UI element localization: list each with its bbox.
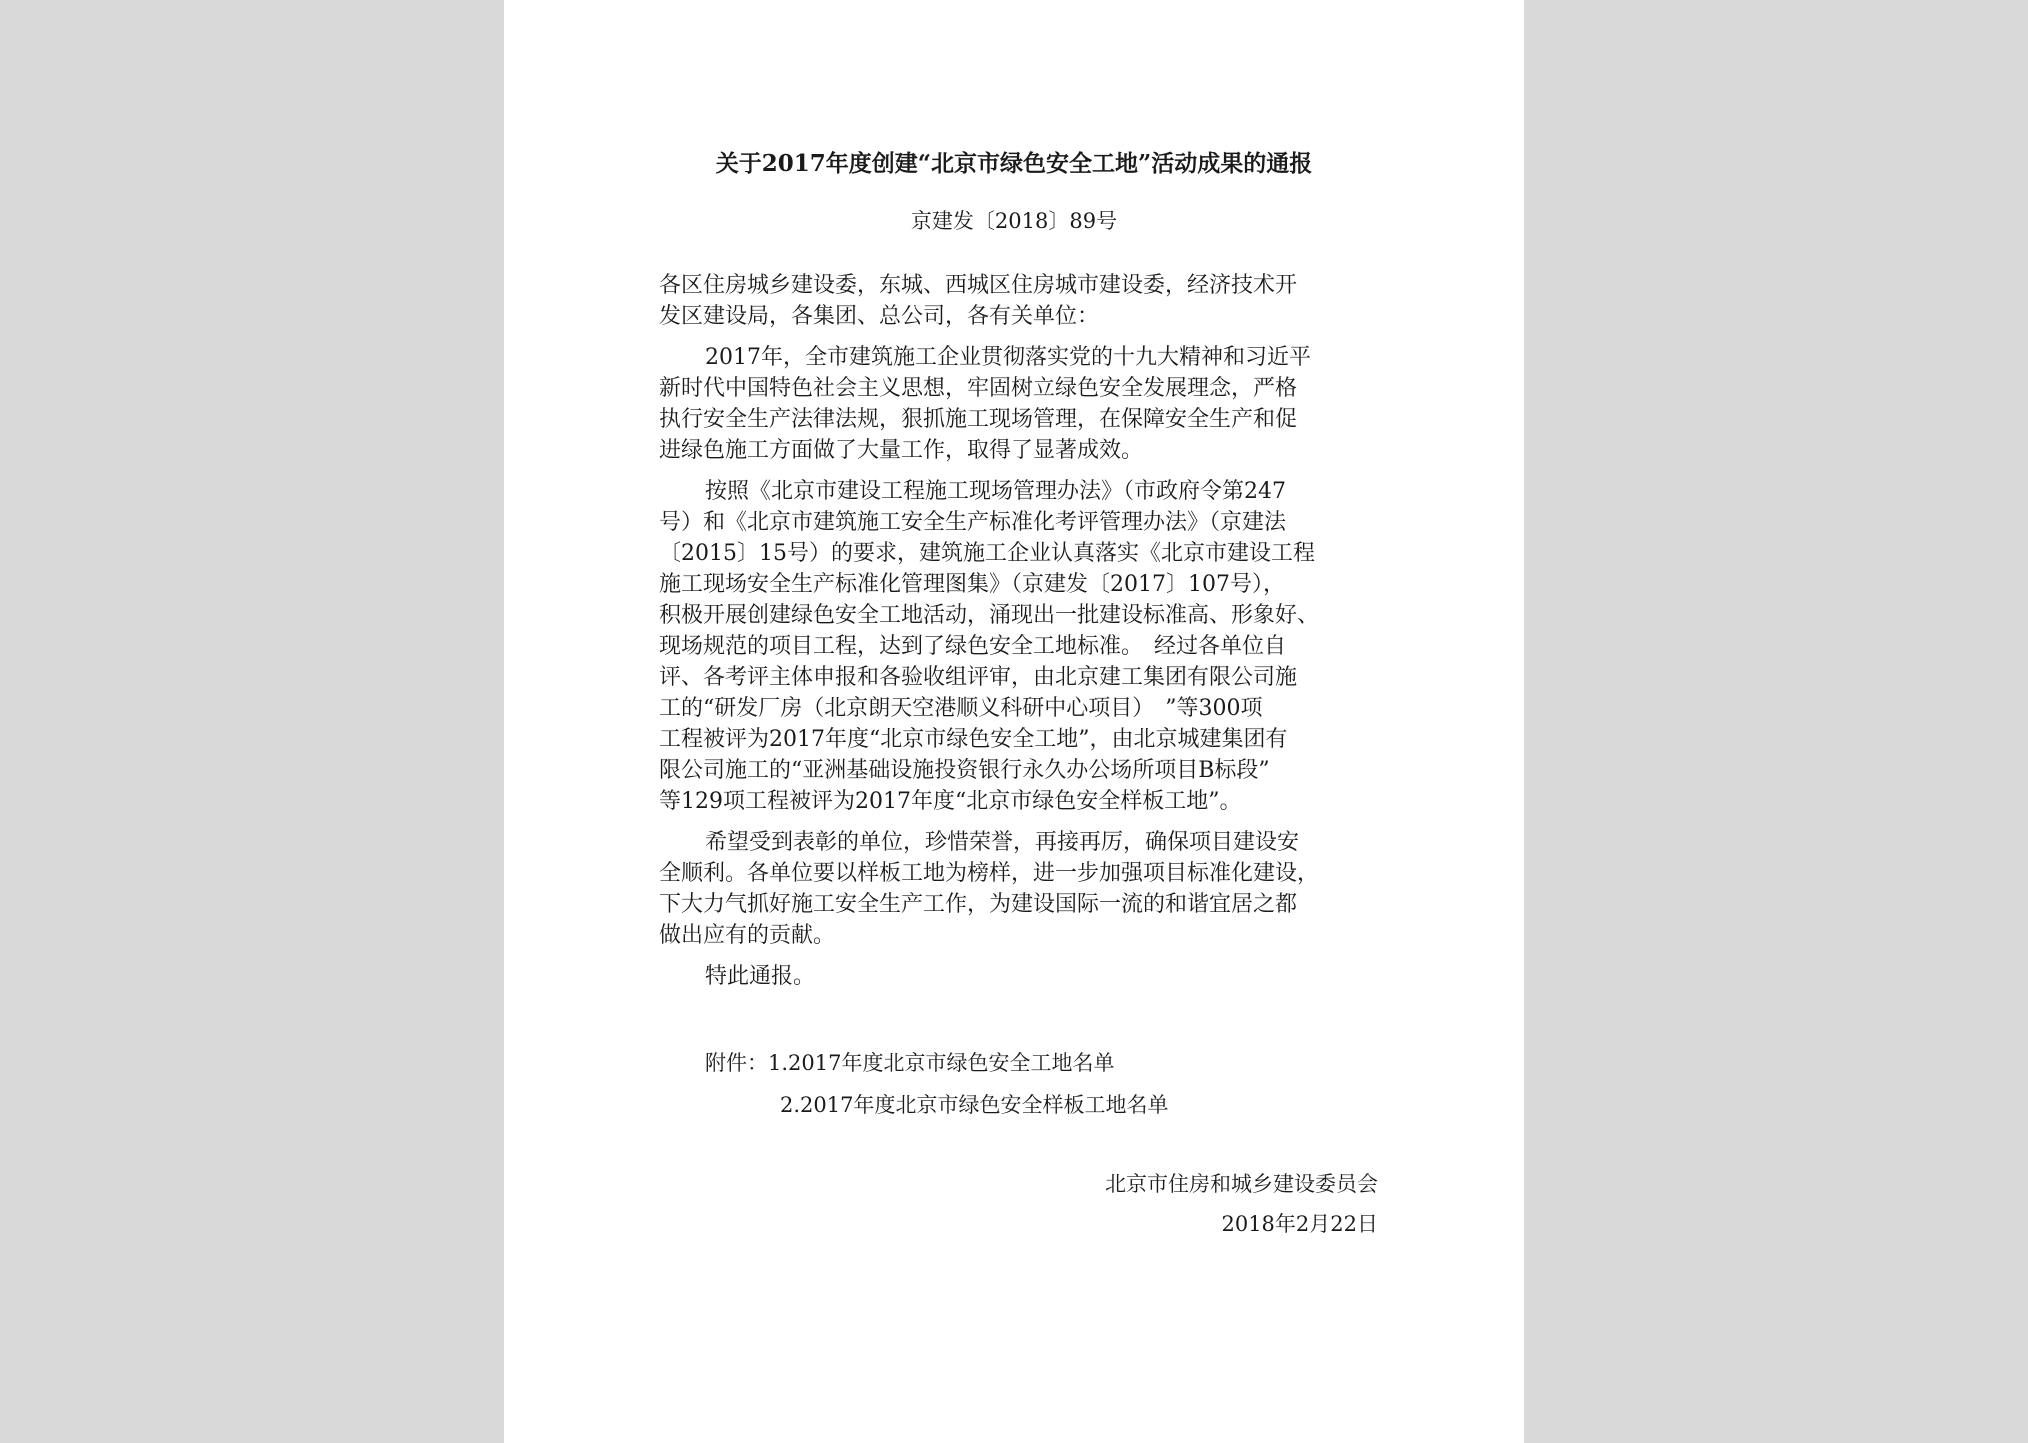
- document-page: [504, 0, 1524, 1443]
- paragraph-line: 工程被评为2017年度“北京市绿色安全工地”，由北京城建集团有: [659, 727, 1288, 752]
- paragraph-line: 新时代中国特色社会主义思想，牢固树立绿色安全发展理念，严格: [659, 376, 1298, 401]
- addressee: [659, 270, 1399, 332]
- document-body: [659, 270, 1399, 992]
- paragraph-line: 工的“研发厂房（北京朗天空港顺义科研中心项目） ”等300项: [659, 696, 1263, 721]
- issuing-organization: 北京市住房和城乡建设委员会: [1105, 1172, 1378, 1196]
- paragraph-line: 进绿色施工方面做了大量工作，取得了显著成效。: [659, 438, 1144, 463]
- paragraph-2: [659, 476, 1399, 817]
- paragraph-1: [659, 342, 1399, 466]
- paragraph-line: 施工现场安全生产标准化管理图集》（京建发〔2017〕107号），: [659, 572, 1285, 597]
- issue-date: 2018年2月22日: [1221, 1212, 1378, 1236]
- addressee-line: 各区住房城乡建设委，东城、西城区住房城市建设委，经济技术开: [659, 273, 1298, 298]
- attachments-label: 附件：: [705, 1051, 768, 1075]
- paragraph-line: 现场规范的项目工程，达到了绿色安全工地标准。 经过各单位自: [659, 634, 1287, 659]
- paragraph-line: 希望受到表彰的单位，珍惜荣誉，再接再厉，确保项目建设安: [705, 830, 1300, 855]
- addressee-line: 发区建设局，各集团、总公司，各有关单位：: [659, 304, 1100, 329]
- attachment-item-2: 2.2017年度北京市绿色安全样板工地名单: [780, 1093, 1169, 1117]
- attachment-item: [705, 1042, 1168, 1084]
- attachment-item-1: 1.2017年度北京市绿色安全工地名单: [768, 1051, 1115, 1075]
- paragraph-line: 评、各考评主体申报和各验收组评审，由北京建工集团有限公司施: [659, 665, 1298, 690]
- attachments: [705, 1042, 1168, 1126]
- paragraph-line: 号）和《北京市建筑施工安全生产标准化考评管理办法》（京建法: [659, 510, 1287, 535]
- paragraph-line: 限公司施工的“亚洲基础设施投资银行永久办公场所项目B标段”: [659, 758, 1270, 783]
- paragraph-line: 〔2015〕15号）的要求，建筑施工企业认真落实《北京市建设工程: [659, 541, 1315, 566]
- paragraph-line: 按照《北京市建设工程施工现场管理办法》（市政府令第247: [705, 479, 1286, 504]
- paragraph-line: 做出应有的贡献。: [659, 923, 836, 948]
- signature-block: [1105, 1164, 1378, 1244]
- paragraph-line: 下大力气抓好施工安全生产工作，为建设国际一流的和谐宜居之都: [659, 892, 1298, 917]
- paragraph-line: 执行安全生产法律法规，狠抓施工现场管理，在保障安全生产和促: [659, 407, 1298, 432]
- paragraph-3: [659, 827, 1399, 951]
- paragraph-line: 2017年，全市建筑施工企业贯彻落实党的十九大精神和习近平: [705, 345, 1311, 370]
- paragraph-line: 等129项工程被评为2017年度“北京市绿色安全样板工地”。: [659, 789, 1242, 814]
- document-title: 关于2017年度创建“北京市绿色安全工地”活动成果的通报: [715, 150, 1313, 177]
- closing-line: 特此通报。: [705, 964, 816, 989]
- paragraph-line: 全顺利。各单位要以样板工地为榜样，进一步加强项目标准化建设，: [659, 861, 1320, 886]
- paragraph-line: 积极开展创建绿色安全工地活动，涌现出一批建设标准高、形象好、: [659, 603, 1320, 628]
- document-number: 京建发〔2018〕89号: [910, 209, 1118, 233]
